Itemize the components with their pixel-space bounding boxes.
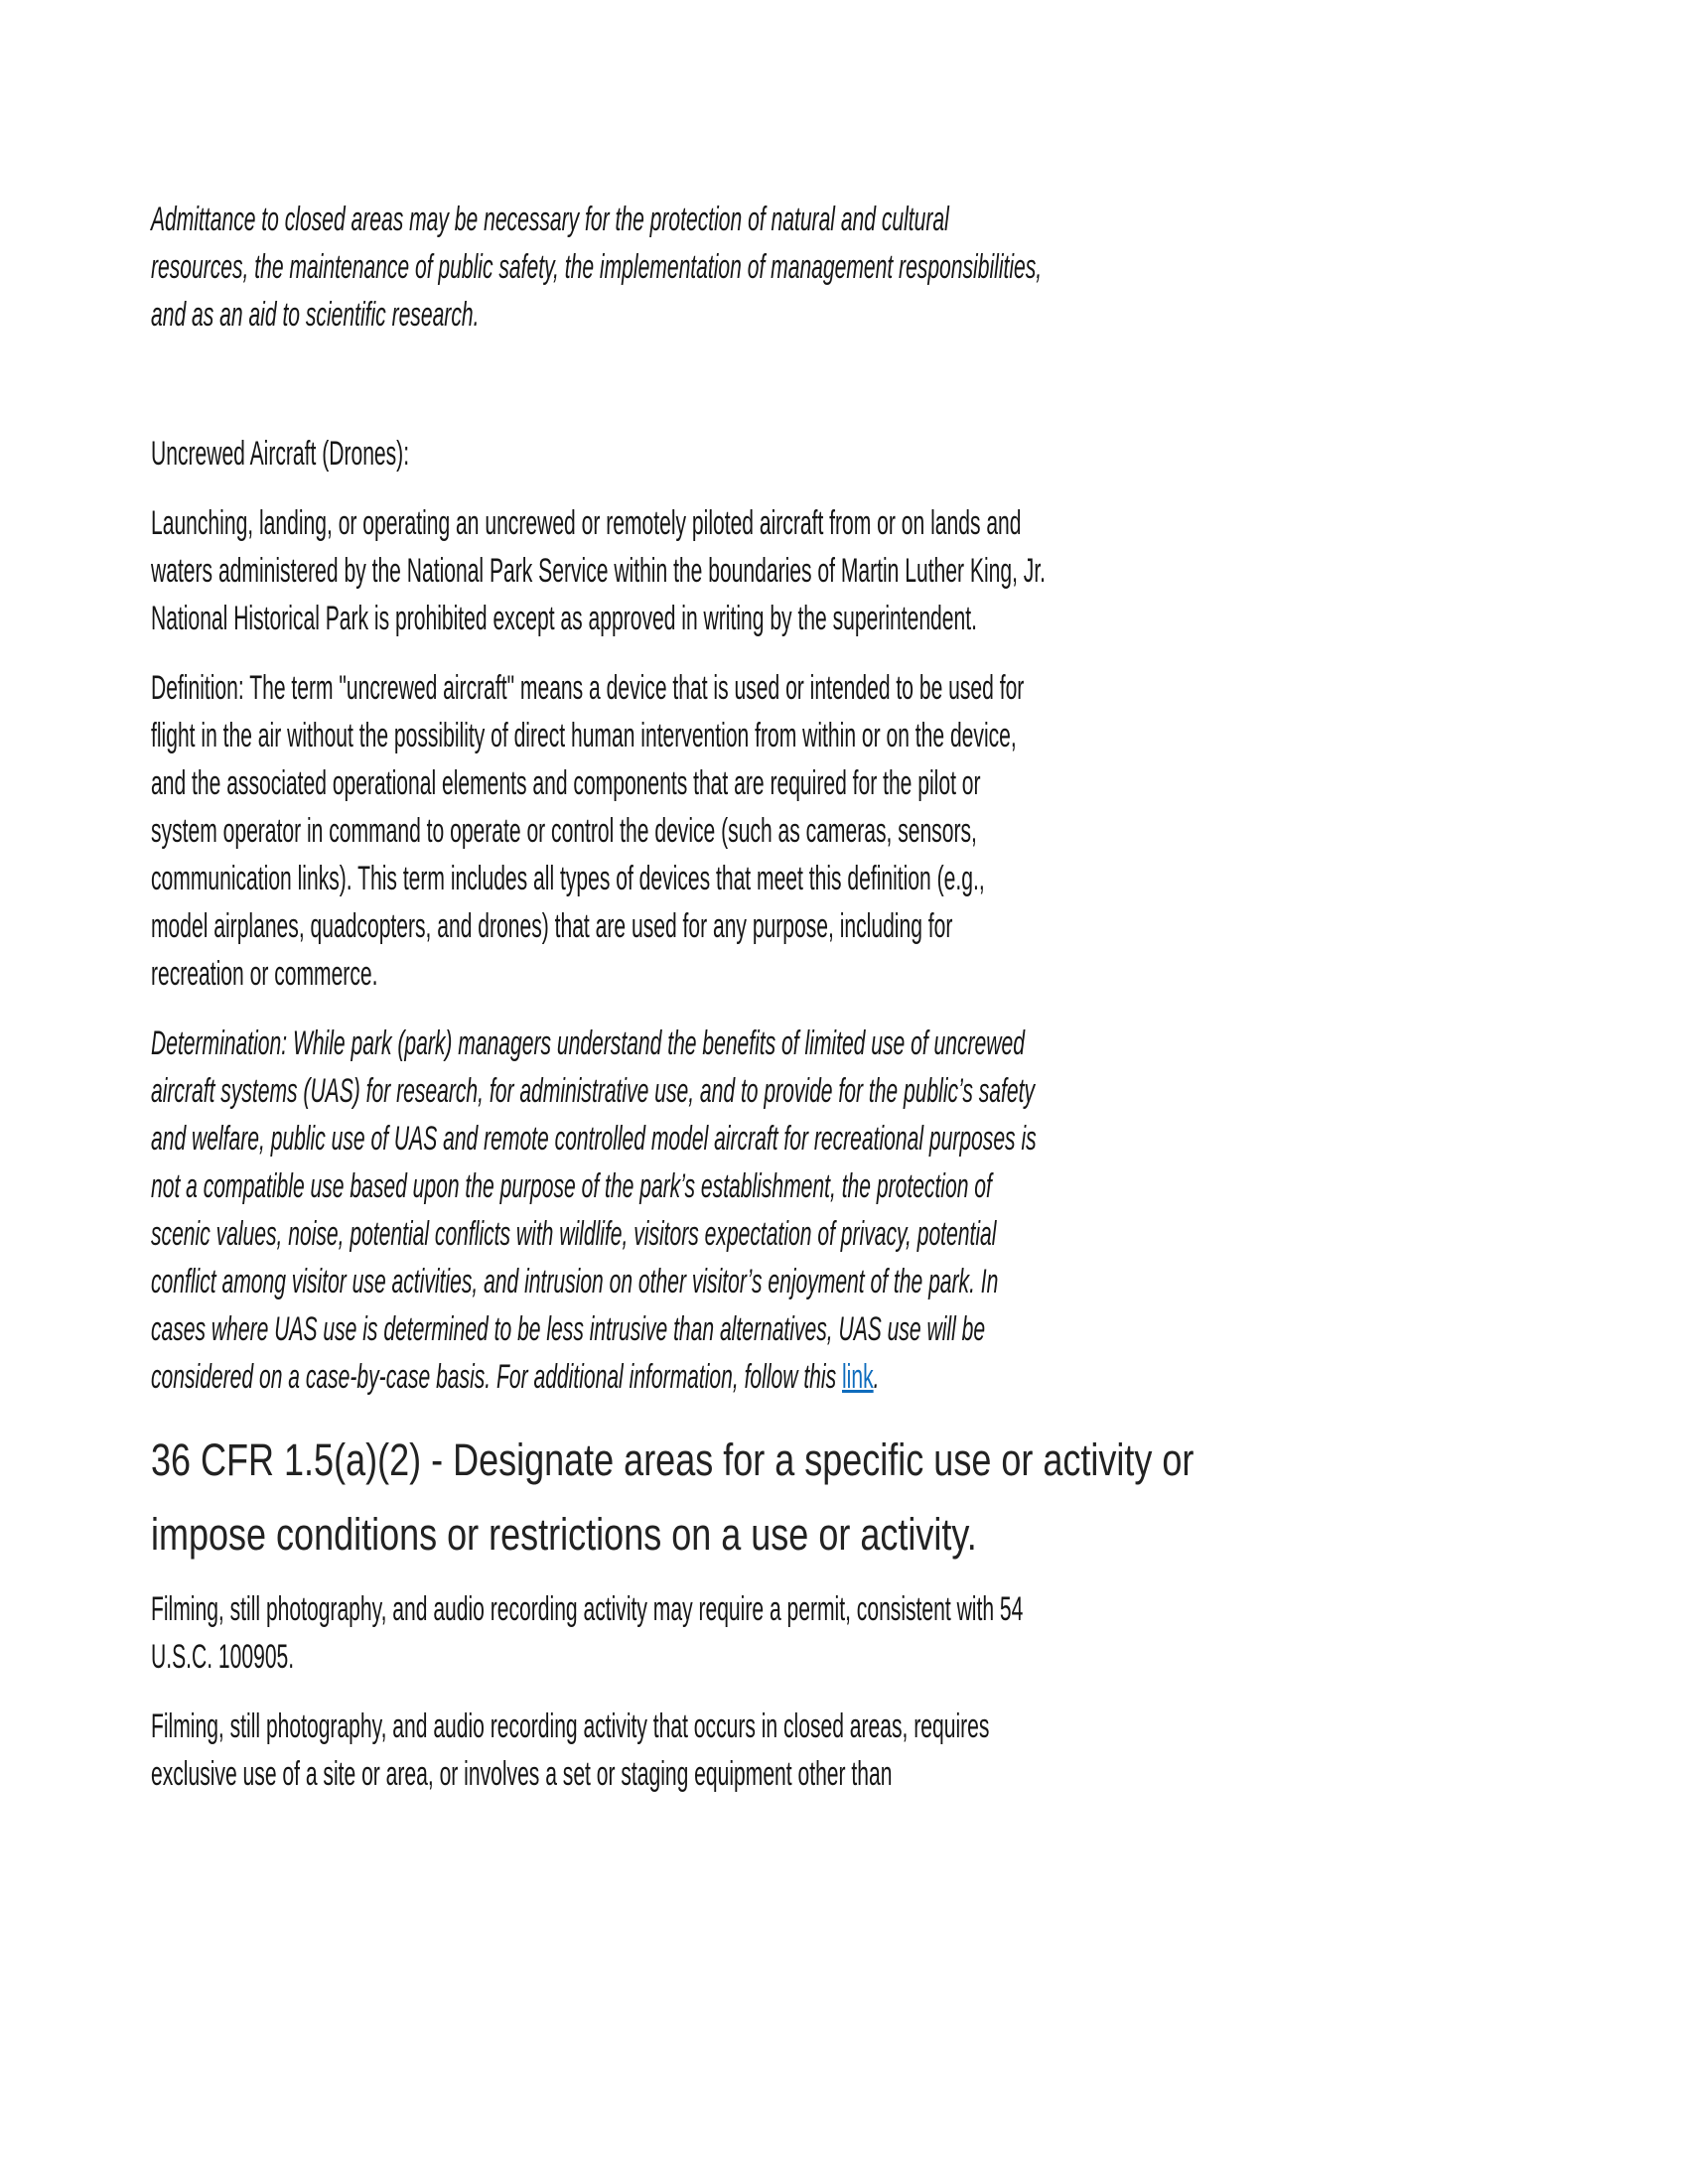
drone-prohibition-paragraph: Launching, landing, or operating an uncrewed or remotely piloted aircraft from or on lands and waters administered by the National Park Service within the boundaries of Martin Luther King, Jr. National Historical Park is prohibited except as approved in writing by the superintendent. bbox=[151, 504, 1047, 637]
empty-line bbox=[151, 360, 1688, 408]
determination-text: Determination: While park (park) managers understand the benefits of limited use of uncrewed aircraft systems (UAS) for research, for administrative use, and to provide for the public’s safety and welfare, public use of UAS and remote controlled model aircraft for recreational purposes is not a compatible use based upon the purpose of the park’s establishment, the protection of scenic values, noise, potential conflicts with wildlife, visitors expectation of privacy, potential conflict among visitor use activities, and intrusion on other visitor’s enjoyment of the park. In cases where UAS use is determined to be less intrusive than alternatives, UAS use will be considered on a case-by-case basis. For additional information, follow this bbox=[151, 1024, 1037, 1396]
intro-paragraph: Admittance to closed areas may be necessary for the protection of natural and cultural resources, the maintenance of public safety, the implementation of management responsibilities, and as an aid to scientific research. bbox=[151, 201, 1043, 334]
section-heading-36-cfr-1-5-a-2: 36 CFR 1.5(a)(2) - Designate areas for a specific use or activity or impose conditions or restrictions on a use or activity. bbox=[151, 1434, 1195, 1560]
filming-permit-paragraph: Filming, still photography, and audio recording activity may require a permit, consistent with 54 U.S.C. 100905. bbox=[151, 1590, 1024, 1676]
drone-definition-paragraph: Definition: The term "uncrewed aircraft" means a device that is used or intended to be used for flight in the air without the possibility of direct human intervention from within or on the device, and the associated operational elements and components that are required for the pilot or system operator in command to operate or control the device (such as cameras, sensors, communication links). This term includes all types of devices that meet this definition (e.g., model airplanes, quadcopters, and drones) that are used for any purpose, including for recreation or commerce. bbox=[151, 669, 1025, 993]
drone-determination-paragraph bbox=[151, 1020, 1047, 1401]
filming-closed-areas-paragraph: Filming, still photography, and audio recording activity that occurs in closed areas, requires exclusive use of a site or area, or involves a set or staging equipment other than bbox=[151, 1707, 990, 1793]
drones-section-label: Uncrewed Aircraft (Drones): bbox=[151, 435, 410, 473]
determination-period: . bbox=[873, 1358, 880, 1396]
additional-info-link[interactable]: link bbox=[841, 1358, 874, 1396]
